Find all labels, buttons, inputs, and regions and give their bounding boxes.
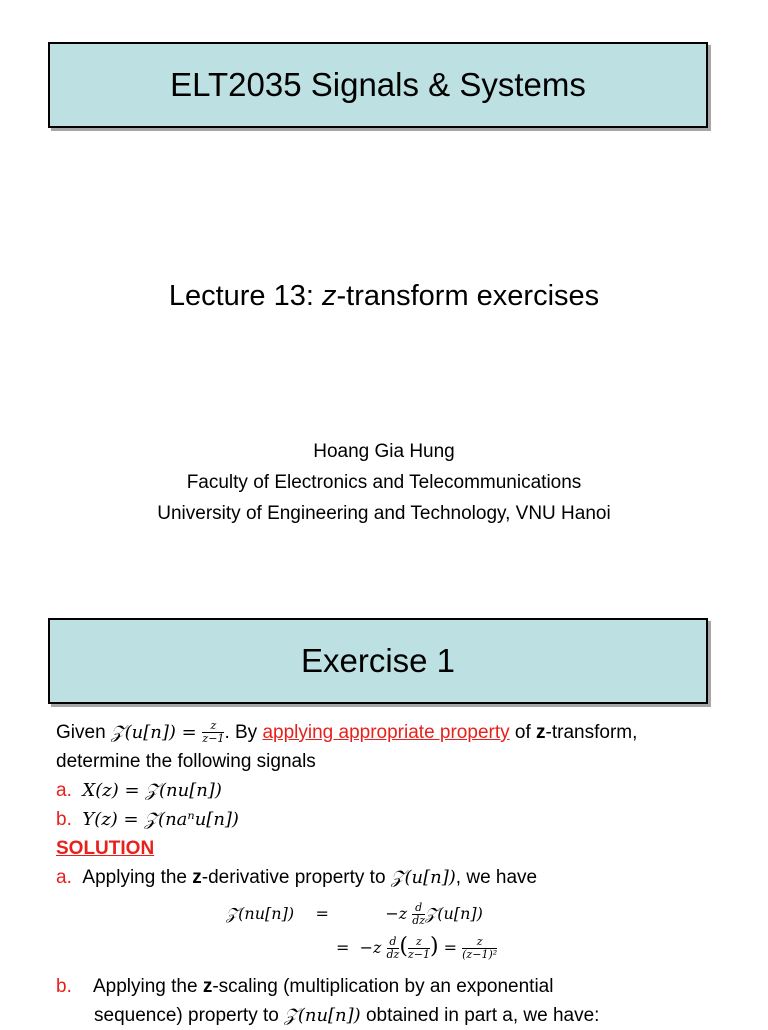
eq2-inner-num: z [408,936,430,949]
sol-b-label: b. [56,976,72,997]
author-block [0,436,768,529]
eq1-lhs: 𝒵(nu[n]) [226,904,295,923]
eq2-inner-fraction [408,936,430,961]
sol-b-prefix: Applying the [92,976,203,997]
eq2-d: d [387,936,400,949]
sol-a-label: a. [56,867,72,888]
given-suffix-1: of [509,722,537,743]
eq1-rhs: −z [385,904,413,923]
sol-a-mid: -derivative property to [201,867,391,888]
eq1-equals: = [315,904,329,923]
eq1-dz: dz [412,914,426,927]
lecture-var: z [321,280,337,312]
lecture-title [0,280,768,313]
sol-a-z: z [192,867,202,888]
sol-b-line-2 [56,1001,736,1030]
faculty-name: Faculty of Electronics and Telecommunications [186,472,582,493]
determine-line: determine the following signals [56,751,316,772]
sol-b-z: z [202,976,213,997]
sol-b-rest: -scaling (multiplication by an exponential [212,976,554,997]
sol-b-line2-prefix: sequence) property to [94,1005,285,1026]
eq1-derivative [412,902,425,927]
sol-a-math: 𝒵(u[n]) [390,867,456,888]
exercise-body [56,718,736,892]
solution-a [56,863,736,892]
eq2-result-fraction [462,936,497,961]
exercise-title-box [48,618,708,704]
eq1-d: d [412,902,425,915]
author-name: Hoang Gia Hung [313,441,455,462]
item-a-label: a. [56,780,72,801]
item-a-math: X(z) = 𝒵(nu[n]) [82,780,222,801]
solution-b [56,972,736,1030]
course-title-box [48,42,708,128]
sol-a-prefix: Applying the [82,867,193,888]
given-mid: . By [224,722,263,743]
given-den: z−1 [202,732,225,746]
sol-b-math: 𝒵(nu[n]) [284,1005,361,1026]
eq2-res-num: z [462,936,497,949]
item-a [56,776,736,805]
item-b-math: Y(z) = 𝒵(naⁿu[n]) [82,809,239,830]
lecture-suffix: -transform exercises [336,280,600,312]
given-suffix-2: -transform, [545,722,638,743]
course-title: ELT2035 Signals & Systems [170,66,586,103]
given-fraction [202,720,224,745]
eq2-equals-2: = [443,938,458,957]
eq2-paren-close: ) [429,934,439,959]
university-name: University of Engineering and Technology, VNU Hanoi [157,503,611,524]
slide-exercise [0,580,768,1024]
solution-label: SOLUTION [56,838,155,859]
eq2-paren-open: ( [399,934,408,959]
eq2-derivative [387,936,400,961]
eq2-inner-den: z−1 [407,948,430,961]
lecture-prefix: Lecture 13: [168,280,322,312]
eq1-tail: 𝒵(u[n]) [425,904,483,923]
given-prefix: Given [56,722,111,743]
property-link[interactable]: applying appropriate property [262,722,510,743]
eq2-equals: = [336,938,350,957]
item-b-label: b. [56,809,72,830]
sol-b-line-1 [56,972,736,1001]
given-math: 𝒵(u[n]) = [110,722,203,743]
given-num: z [202,720,224,733]
sol-b-line2-suffix: obtained in part a, we have: [360,1005,600,1026]
eq2-pre: −z [359,938,387,957]
sol-a-suffix: , we have [455,867,538,888]
given-line [56,718,736,747]
equation-line-2 [336,934,497,961]
solution-heading [56,834,736,863]
given-z: z [536,722,546,743]
equation-line-1 [226,902,483,927]
eq2-dz: dz [386,948,400,961]
exercise-title: Exercise 1 [300,642,456,679]
item-b [56,805,736,834]
eq2-res-den: (z−1)² [462,948,498,961]
